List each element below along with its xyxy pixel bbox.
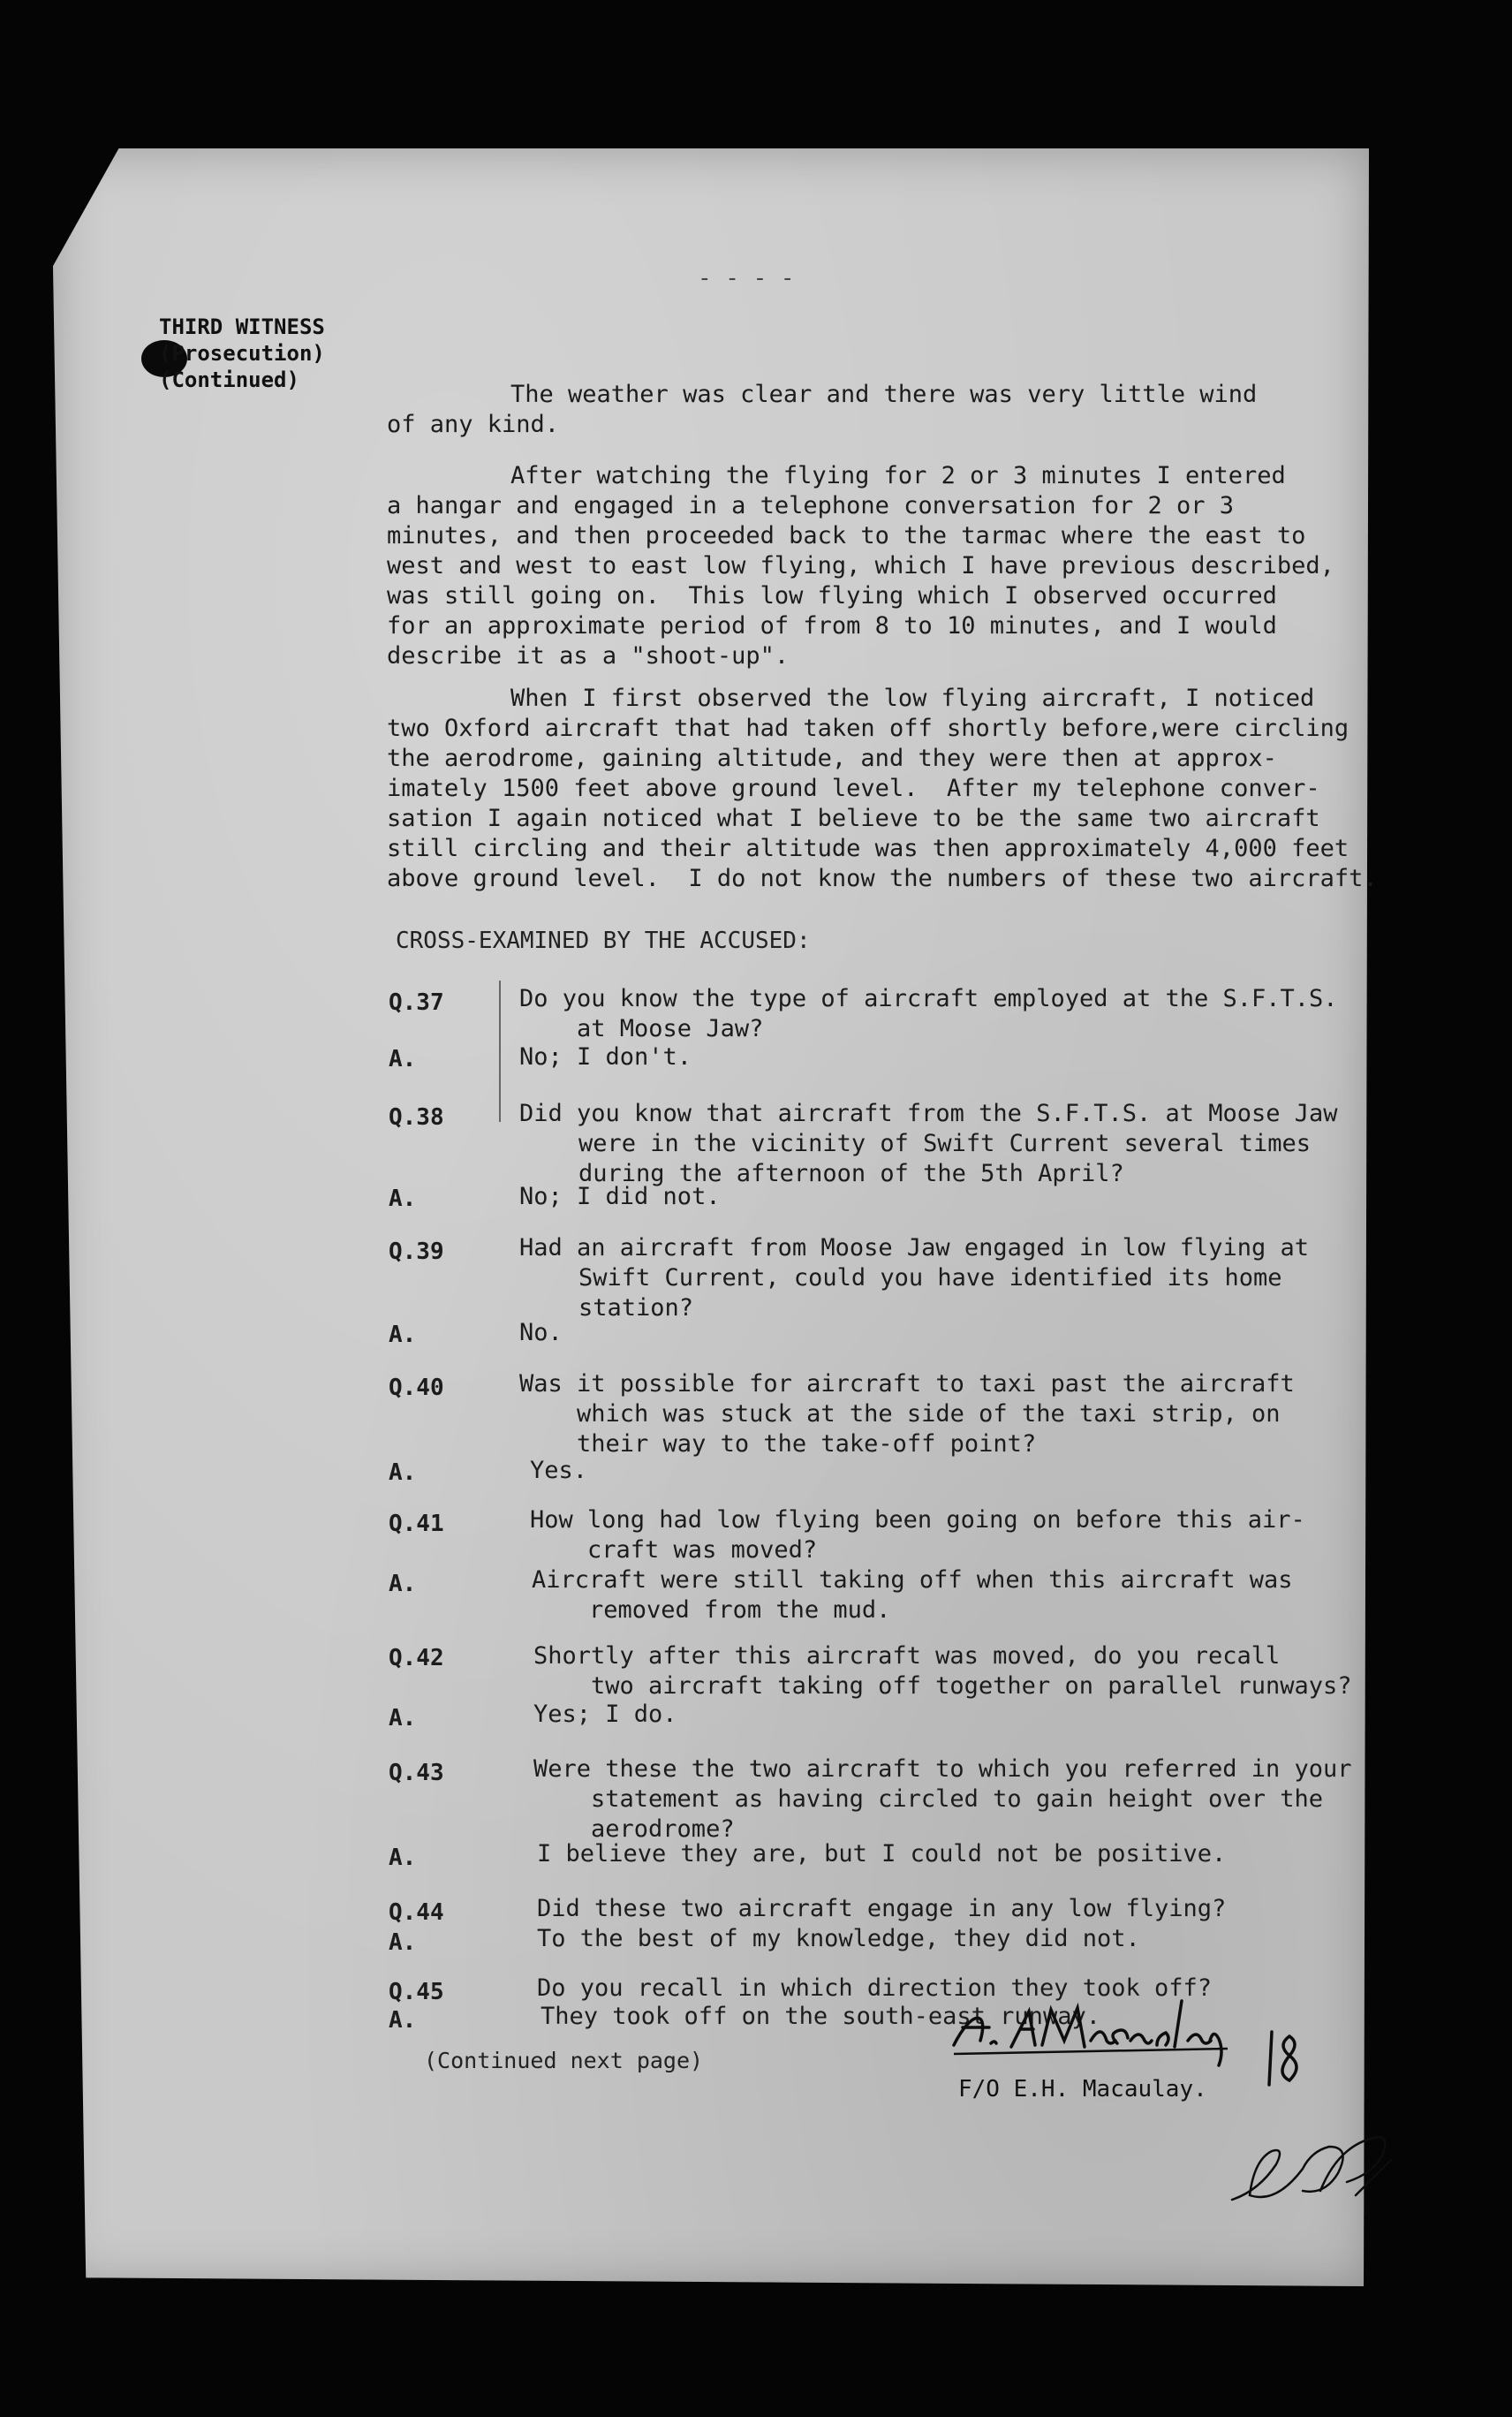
text-line: The weather was clear and there was very little wind <box>510 381 1258 408</box>
text-line: at Moose Jaw? <box>519 1015 764 1042</box>
answer-label: A. <box>389 1929 417 1956</box>
text-line: To the best of my knowledge, they did not. <box>537 1925 1140 1952</box>
signature-name: F/O E.H. Macaulay. <box>958 2076 1207 2103</box>
paragraph-oxford <box>387 684 1378 894</box>
text-line: statement as having circled to gain height over the <box>533 1785 1324 1813</box>
text-line: No. <box>519 1319 563 1346</box>
side-heading <box>159 314 325 393</box>
text-line: removed from the mud. <box>532 1596 891 1624</box>
answer-text <box>533 1700 677 1730</box>
paragraph-weather <box>387 380 1305 440</box>
handwritten-initials <box>1223 2129 1400 2226</box>
text-line: Aircraft were still taking off when this aircraft was <box>532 1566 1293 1594</box>
page-number-handwritten <box>1259 2023 1320 2094</box>
paragraph-flying <box>387 461 1334 671</box>
text-line: craft was moved? <box>530 1536 818 1564</box>
top-mark: - - - - <box>698 265 795 292</box>
text-line: west and west to east low flying, which I have previous described, <box>387 552 1334 580</box>
answer-text <box>537 1924 1140 1954</box>
question-label: Q.40 <box>389 1375 444 1401</box>
answer-text <box>532 1565 1293 1625</box>
question-text <box>530 1505 1305 1565</box>
answer-text <box>537 1839 1226 1869</box>
text-line: Shortly after this aircraft was moved, do you recall <box>533 1642 1281 1670</box>
text-line: above ground level. I do not know the numbers of these two aircraft. <box>387 865 1378 892</box>
text-line: two aircraft taking off together on parallel runways? <box>533 1672 1352 1700</box>
text-line: of any kind. <box>387 411 560 438</box>
question-label: Q.43 <box>389 1760 444 1786</box>
answer-label: A. <box>389 2007 417 2034</box>
question-text <box>519 984 1338 1044</box>
text-line: minutes, and then proceeded back to the tarmac where the east to <box>387 522 1306 549</box>
text-line: I believe they are, but I could not be positive. <box>537 1840 1227 1868</box>
text-line: imately 1500 feet above ground level. After my telephone conver- <box>387 775 1320 802</box>
question-label: Q.39 <box>389 1239 444 1265</box>
question-text <box>533 1754 1352 1845</box>
question-label: Q.42 <box>389 1645 444 1671</box>
text-line: They took off on the south-east runway. <box>541 2003 1100 2030</box>
answer-label: A. <box>389 1459 417 1486</box>
answer-label: A. <box>389 1845 417 1871</box>
text-line: Yes; I do. <box>533 1701 677 1728</box>
question-text <box>519 1369 1295 1459</box>
text-line: How long had low flying been going on before this air- <box>530 1506 1305 1534</box>
text-line: Were these the two aircraft to which you referred in your <box>533 1755 1352 1783</box>
text-line: for an approximate period of from 8 to 10 minutes, and I would <box>387 612 1277 640</box>
text-line: Had an aircraft from Moose Jaw engaged in low flying at <box>519 1234 1310 1262</box>
text-line: station? <box>578 1294 694 1322</box>
text-line: No; I don't. <box>519 1043 692 1071</box>
text-line: When I first observed the low flying aircraft, I noticed <box>510 685 1315 712</box>
cross-examined-heading: CROSS-EXAMINED BY THE ACCUSED: <box>396 928 811 954</box>
question-label: Q.41 <box>389 1511 444 1537</box>
answer-label: A. <box>389 1186 417 1212</box>
text-line: the aerodrome, gaining altitude, and they were then at approx- <box>387 745 1277 772</box>
text-line: Yes. <box>530 1457 588 1484</box>
text-line: two Oxford aircraft that had taken off shortly before,were circling <box>387 715 1349 742</box>
text-line: was still going on. This low flying which I observed occurred <box>387 582 1277 610</box>
answer-text <box>519 1318 563 1348</box>
text-line: Did these two aircraft engage in any low flying? <box>537 1895 1227 1922</box>
text-line: Swift Current, could you have identified its home <box>578 1264 1282 1292</box>
text-line: were in the vicinity of Swift Current several times <box>578 1130 1312 1157</box>
answer-label: A. <box>389 1046 417 1072</box>
answer-label: A. <box>389 1705 417 1731</box>
text-line: their way to the take-off point? <box>519 1430 1037 1458</box>
text-line: which was stuck at the side of the taxi strip, on <box>519 1400 1281 1428</box>
text-line: still circling and their altitude was then approximately 4,000 feet <box>387 835 1349 862</box>
continued-note: (Continued next page) <box>424 2048 704 2073</box>
question-text <box>537 1894 1226 1924</box>
text-line: aerodrome? <box>533 1815 735 1843</box>
text-line: sation I again noticed what I believe to be the same two aircraft <box>387 805 1320 832</box>
question-text <box>533 1641 1352 1701</box>
margin-rule <box>499 981 501 1122</box>
answer-text <box>519 1182 721 1212</box>
text-line: Do you recall in which direction they took off? <box>537 1974 1213 2002</box>
text-line: Was it possible for aircraft to taxi past the aircraft <box>519 1370 1295 1398</box>
text-line: a hangar and engaged in a telephone conversation for 2 or 3 <box>387 492 1235 519</box>
question-label: Q.44 <box>389 1899 444 1926</box>
answer-text <box>530 1456 587 1486</box>
side-heading-line: (Continued) <box>159 367 299 392</box>
question-text <box>519 1099 1338 1189</box>
answer-text <box>519 1042 692 1072</box>
text-line: during the afternoon of the 5th April? <box>578 1160 1124 1187</box>
side-heading-line: (Prosecution) <box>159 341 325 366</box>
text-line: After watching the flying for 2 or 3 minutes I entered <box>510 462 1286 489</box>
text-line: Do you know the type of aircraft employed at the S.F.T.S. <box>519 985 1338 1012</box>
text-line: Did you know that aircraft from the S.F.T.S. at Moose Jaw <box>519 1100 1338 1127</box>
text-line: describe it as a "shoot-up". <box>387 642 790 670</box>
question-text <box>519 1233 1310 1323</box>
answer-label: A. <box>389 1322 417 1348</box>
side-heading-line: THIRD WITNESS <box>159 314 325 339</box>
question-label: Q.37 <box>389 989 444 1016</box>
question-label: Q.38 <box>389 1104 444 1131</box>
handwritten-signature <box>936 1992 1307 2072</box>
answer-label: A. <box>389 1571 417 1597</box>
text-line: No; I did not. <box>519 1183 721 1210</box>
question-label: Q.45 <box>389 1979 444 2005</box>
